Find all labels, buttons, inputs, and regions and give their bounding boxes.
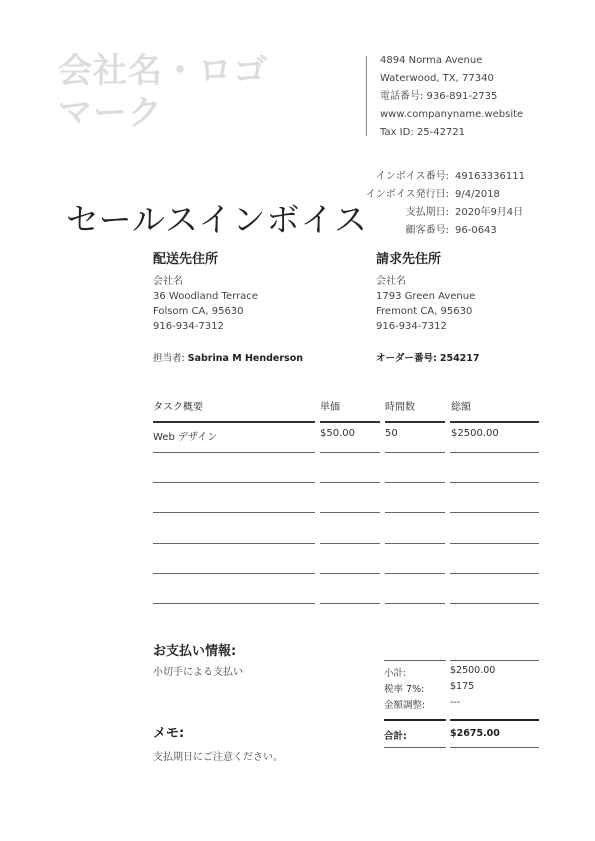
- invoice-meta-values: [455, 168, 525, 240]
- billing-heading: 請求先住所: [376, 252, 442, 267]
- company-phone: 電話番号: 936-891-2735: [380, 91, 498, 102]
- table-rule: [450, 512, 539, 513]
- adjustment-label: 金額調整:: [384, 700, 426, 711]
- shipping-heading: 配送先住所: [153, 252, 219, 267]
- customer-number-label: 顧客番号:: [405, 225, 449, 236]
- company-info: [380, 52, 523, 142]
- company-info-divider: [366, 56, 367, 136]
- table-rule: [153, 452, 315, 453]
- shipping-address: [153, 274, 258, 334]
- contact-value: Sabrina M Henderson: [187, 353, 304, 364]
- contact-label: 担当者:: [153, 353, 185, 364]
- tax-label: 税率 7%:: [384, 684, 425, 695]
- table-header-hours: 時間数: [385, 402, 415, 413]
- subtotal-label: 小計:: [384, 668, 407, 679]
- invoice-title: セールスインボイス: [66, 200, 369, 239]
- table-rule: [385, 543, 445, 544]
- table-rule: [450, 482, 539, 483]
- shipping-phone: 916-934-7312: [153, 321, 224, 332]
- table-rule: [320, 603, 380, 604]
- billing-address: [376, 274, 475, 334]
- company-street: 4894 Norma Avenue: [380, 55, 483, 66]
- billing-phone: 916-934-7312: [376, 321, 447, 332]
- table-rule: [320, 421, 380, 423]
- table-cell-hours: 50: [385, 428, 398, 439]
- invoice-number-value: 49163336111: [455, 171, 525, 182]
- table-rule: [385, 603, 445, 604]
- summary-rule-bottom-label: [384, 747, 446, 748]
- summary-rule-total-value: [450, 719, 539, 721]
- payment-heading: お支払い情報:: [153, 644, 237, 659]
- total-label: 合計:: [384, 731, 407, 742]
- table-rule: [450, 452, 539, 453]
- table-rule: [320, 573, 380, 574]
- summary-rule-top-value: [450, 660, 539, 661]
- total-value: $2675.00: [450, 728, 500, 739]
- table-rule: [153, 603, 315, 604]
- customer-number-value: 96-0643: [455, 225, 497, 236]
- shipping-company: 会社名: [153, 276, 183, 287]
- table-rule: [450, 543, 539, 544]
- table-rule: [450, 573, 539, 574]
- payment-text: 小切手による支払い: [153, 667, 243, 678]
- table-header-task: タスク概要: [153, 402, 203, 413]
- table-rule: [385, 512, 445, 513]
- shipping-city: Folsom CA, 95630: [153, 306, 244, 317]
- table-cell-task: Web デザイン: [153, 432, 218, 443]
- table-rule: [153, 482, 315, 483]
- shipping-street: 36 Woodland Terrace: [153, 291, 258, 302]
- table-header-total: 総額: [451, 402, 471, 413]
- order-number-value: 254217: [439, 353, 480, 364]
- memo-heading: メモ:: [153, 726, 185, 741]
- company-website: www.companyname.website: [380, 109, 524, 120]
- issue-date-label: インボイス発行日:: [365, 189, 449, 200]
- company-city: Waterwood, TX, 77340: [380, 73, 494, 84]
- table-cell-unit-price: $50.00: [320, 428, 355, 439]
- table-rule: [153, 512, 315, 513]
- subtotal-value: $2500.00: [450, 665, 496, 676]
- table-rule: [385, 482, 445, 483]
- invoice-meta-labels: [366, 168, 449, 240]
- summary-rule-top-label: [384, 660, 446, 661]
- table-rule: [385, 452, 445, 453]
- table-rule: [320, 482, 380, 483]
- table-rule: [450, 421, 539, 423]
- memo-text: 支払期日にご注意ください。: [153, 752, 283, 763]
- table-rule: [385, 573, 445, 574]
- invoice-number-label: インボイス番号:: [375, 171, 449, 182]
- table-rule: [320, 512, 380, 513]
- table-rule: [153, 543, 315, 544]
- table-rule: [153, 421, 315, 423]
- table-rule: [450, 603, 539, 604]
- logo-line-2: マーク: [58, 93, 163, 133]
- company-tax-id: Tax ID: 25-42721: [380, 127, 466, 138]
- company-logo-placeholder: [58, 50, 298, 134]
- billing-company: 会社名: [376, 276, 406, 287]
- order-number-label: オーダー番号:: [376, 353, 437, 364]
- billing-street: 1793 Green Avenue: [376, 291, 476, 302]
- table-rule: [320, 543, 380, 544]
- order-number: [376, 350, 480, 364]
- table-rule: [153, 573, 315, 574]
- logo-line-1: 会社名・ロゴ: [58, 51, 268, 91]
- adjustment-value: ---: [450, 697, 461, 708]
- table-rule: [320, 452, 380, 453]
- table-header-unit-price: 単価: [320, 402, 340, 413]
- summary-rule-bottom-value: [450, 747, 539, 748]
- due-date-value: 2020年9月4日: [455, 207, 524, 218]
- tax-value: $175: [450, 681, 475, 692]
- table-cell-total: $2500.00: [451, 428, 499, 439]
- summary-rule-total-label: [384, 719, 446, 721]
- shipping-contact: [153, 350, 303, 364]
- due-date-label: 支払期日:: [405, 207, 449, 218]
- table-rule: [385, 421, 445, 423]
- billing-city: Fremont CA, 95630: [376, 306, 473, 317]
- issue-date-value: 9/4/2018: [455, 189, 500, 200]
